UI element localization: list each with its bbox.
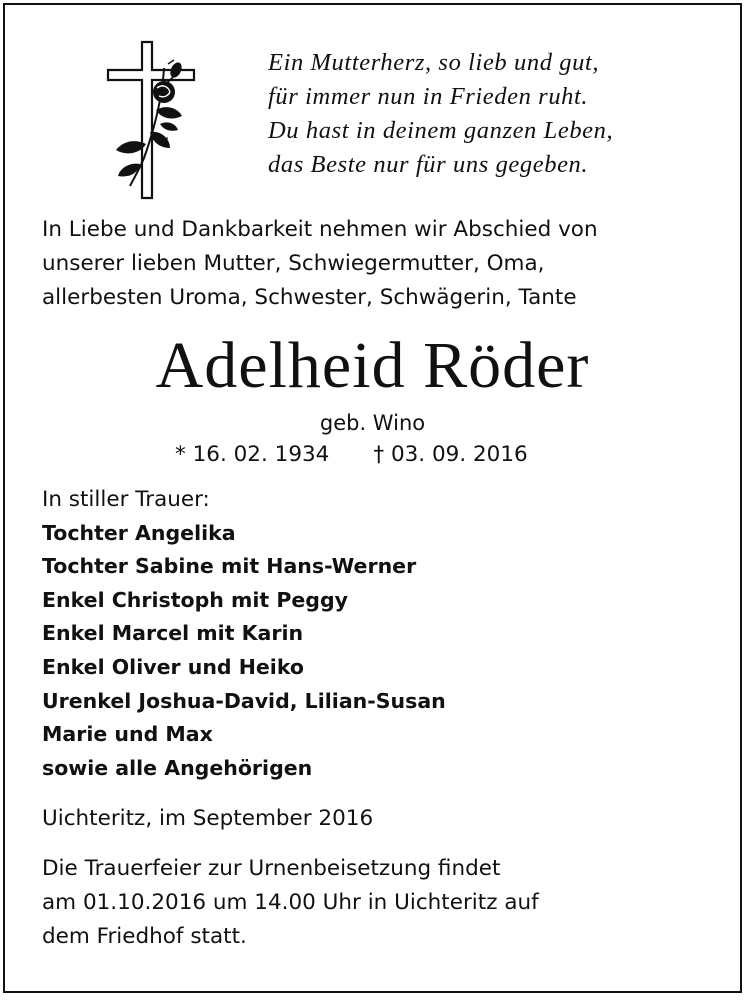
poem-line: Du hast in deinem ganzen Leben,: [268, 117, 614, 144]
funeral-notice: [42, 852, 539, 954]
mourner-name: Marie und Max: [42, 722, 213, 747]
mourner-name: Enkel Christoph mit Peggy: [42, 587, 348, 612]
birth-date: * 16. 02. 1934: [175, 442, 330, 467]
intro-text: [42, 213, 598, 315]
death-date: † 03. 09. 2016: [373, 442, 528, 467]
mourner-name: sowie alle Angehörigen: [42, 755, 313, 780]
intro-line: allerbesten Uroma, Schwester, Schwägerin, Tante: [42, 285, 577, 310]
poem-line: Ein Mutterherz, so lieb und gut,: [268, 49, 600, 76]
intro-line: unserer lieben Mutter, Schwiegermutter, Oma,: [42, 251, 545, 276]
birth-name: geb. Wino: [319, 411, 426, 435]
mourner-name: Enkel Oliver und Heiko: [42, 654, 304, 679]
intro-line: In Liebe und Dankbarkeit nehmen wir Abschied von: [42, 217, 598, 242]
place-and-date: Uichteritz, im September 2016: [42, 806, 374, 831]
deceased-name: Adelheid Röder: [155, 329, 590, 402]
cross-with-rose-icon: [104, 40, 200, 200]
mourner-name: Tochter Sabine mit Hans-Werner: [42, 554, 417, 579]
life-dates: [175, 440, 528, 470]
notice-line: Die Trauerfeier zur Urnenbeisetzung findet: [42, 856, 501, 881]
mourners-list: [42, 483, 446, 785]
notice-line: am 01.10.2016 um 14.00 Uhr in Uichteritz auf: [42, 890, 539, 915]
mourner-name: Enkel Marcel mit Karin: [42, 621, 304, 646]
mourner-name: Tochter Angelika: [42, 520, 236, 545]
poem-line: das Beste nur für uns gegeben.: [268, 151, 589, 178]
poem: [268, 46, 613, 182]
mourner-name: Urenkel Joshua-David, Lilian-Susan: [42, 688, 446, 713]
notice-line: dem Friedhof statt.: [42, 924, 247, 949]
mourners-heading: In stiller Trauer:: [42, 487, 210, 512]
poem-line: für immer nun in Frieden ruht.: [268, 83, 589, 110]
